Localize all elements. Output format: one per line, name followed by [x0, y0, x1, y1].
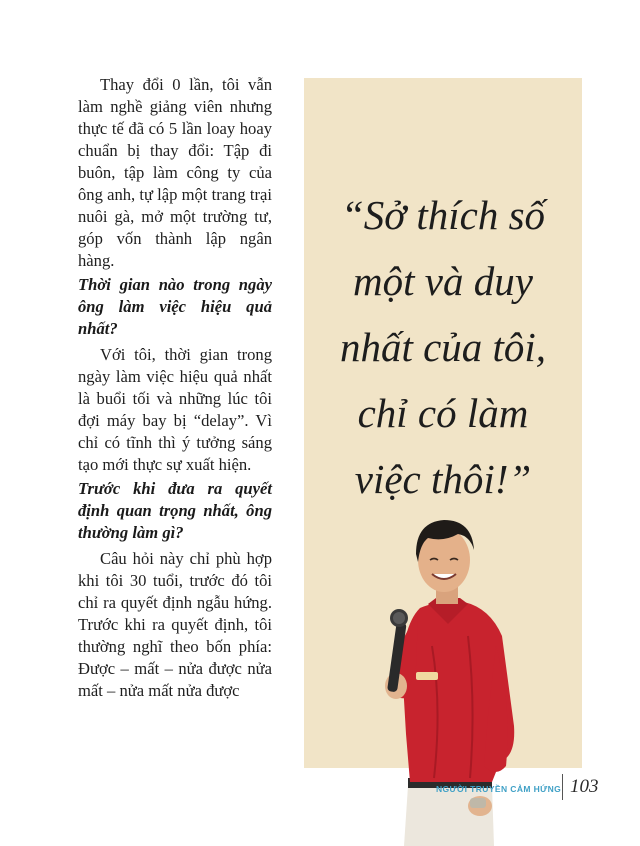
interview-question: Thời gian nào trong ngày ông làm việc hiệu quả nhất?	[78, 275, 272, 338]
page-number: 103	[570, 776, 599, 797]
section-label: NGƯỜI TRUYỀN CẢM HỨNG	[436, 784, 562, 794]
pull-quote-line: một và duy	[353, 258, 533, 304]
pull-quote-line: nhất của tôi,	[339, 324, 547, 370]
pull-quote-line: “Sở thích số	[340, 192, 546, 238]
article-paragraph: Thay đổi 0 lần, tôi vẫn làm nghề giảng viên nhưng thực tế đã có 5 lần loay hoay chuẩn bị thay đổi: Tập đi buôn, tập làm công ty của ông anh, tự lập một trang trại nuôi gà, mở một trường tư, góp vốn thành lập ngân hàng.	[78, 75, 272, 270]
article-paragraph: Với tôi, thời gian trong ngày làm việc hiệu quả nhất là buổi tối và những lúc tôi đợi máy bay bị “delay”. Vì chỉ có tĩnh thì ý tưởng sáng tạo mới thực sự xuất hiện.	[78, 345, 272, 474]
pull-quote-line: việc thôi!”	[354, 456, 532, 502]
article-paragraph: Câu hỏi này chỉ phù hợp khi tôi 30 tuổi, trước đó tôi chỉ ra quyết định ngẫu hứng. Trước khi ra quyết định, tôi thường nghĩ theo bốn phía: Được – mất – nửa được nửa mất – nửa mất nửa được	[78, 549, 272, 700]
article-column	[78, 74, 272, 704]
footer-divider	[562, 774, 563, 800]
pull-quote	[304, 182, 582, 512]
pull-quote-line: chỉ có làm	[357, 390, 529, 436]
interview-question: Trước khi đưa ra quyết định quan trọng nhất, ông thường làm gì?	[78, 479, 272, 542]
speaker-photo	[372, 516, 522, 846]
